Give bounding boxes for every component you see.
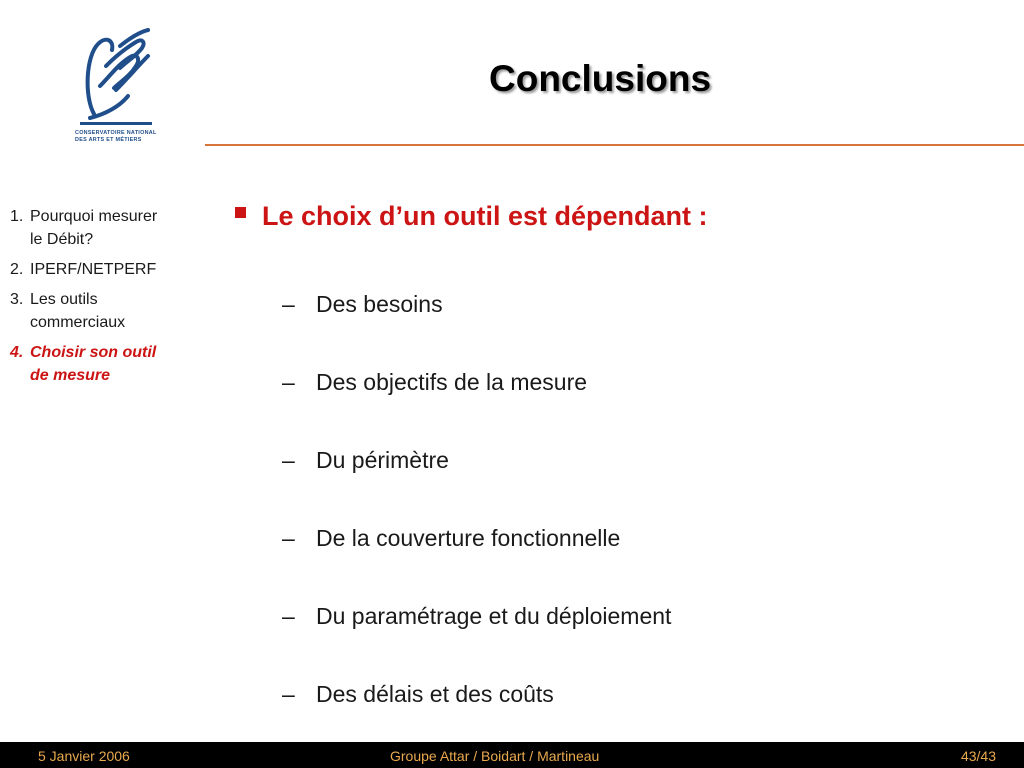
title-divider: [205, 144, 1024, 146]
dash-bullet: –: [282, 369, 295, 395]
main-bullet-point: [235, 196, 708, 236]
slide-footer: [0, 742, 1024, 768]
sub-bullet-text: Du paramétrage et du déploiement: [316, 603, 672, 629]
sub-bullet-text: Du périmètre: [316, 447, 449, 473]
outline-nav: [10, 205, 200, 394]
outline-item-label: Pourquoi mesurer le Débit?: [30, 208, 158, 248]
outline-item-label: Choisir son outil de mesure: [30, 344, 157, 384]
footer-date: 5 Janvier 2006: [38, 748, 130, 764]
outline-item-number: 4.: [10, 344, 24, 361]
outline-item-label: Les outils commerciaux: [30, 291, 126, 331]
dash-bullet: –: [282, 291, 295, 317]
outline-item-number: 2.: [10, 261, 24, 278]
cnam-logo-icon: [76, 26, 152, 126]
square-bullet-icon: [235, 207, 246, 218]
outline-item-number: 1.: [10, 208, 24, 225]
dash-bullet: –: [282, 603, 295, 629]
cnam-logo: [72, 26, 158, 150]
list-item: [282, 362, 671, 440]
list-item: [282, 674, 671, 752]
list-item: [282, 596, 671, 674]
list-item: [282, 284, 671, 362]
main-bullet-text: Le choix d’un outil est dépendant :: [262, 201, 708, 231]
outline-item-2[interactable]: [10, 258, 200, 281]
list-item: [282, 518, 671, 596]
outline-item-4-current[interactable]: [10, 341, 200, 387]
logo-line-1: CONSERVATOIRE NATIONAL: [75, 130, 157, 136]
dash-bullet: –: [282, 681, 295, 707]
outline-item-1[interactable]: [10, 205, 200, 251]
logo-line-2: DES ARTS ET MÉTIERS: [75, 137, 142, 143]
sub-bullet-text: De la couverture fonctionnelle: [316, 525, 621, 551]
sub-bullet-text: Des objectifs de la mesure: [316, 369, 588, 395]
outline-item-number: 3.: [10, 291, 24, 308]
dash-bullet: –: [282, 525, 295, 551]
outline-item-3[interactable]: [10, 288, 200, 334]
sub-bullet-text: Des délais et des coûts: [316, 681, 554, 707]
footer-page-number: 43/43: [960, 748, 996, 764]
footer-authors: Groupe Attar / Boidart / Martineau: [390, 748, 600, 764]
slide-title: Conclusions: [489, 58, 712, 99]
list-item: [282, 440, 671, 518]
sub-bullet-list: [282, 284, 671, 752]
sub-bullet-text: Des besoins: [316, 291, 443, 317]
logo-caption: [75, 130, 157, 144]
dash-bullet: –: [282, 447, 295, 473]
outline-item-label: IPERF/NETPERF: [30, 261, 157, 278]
